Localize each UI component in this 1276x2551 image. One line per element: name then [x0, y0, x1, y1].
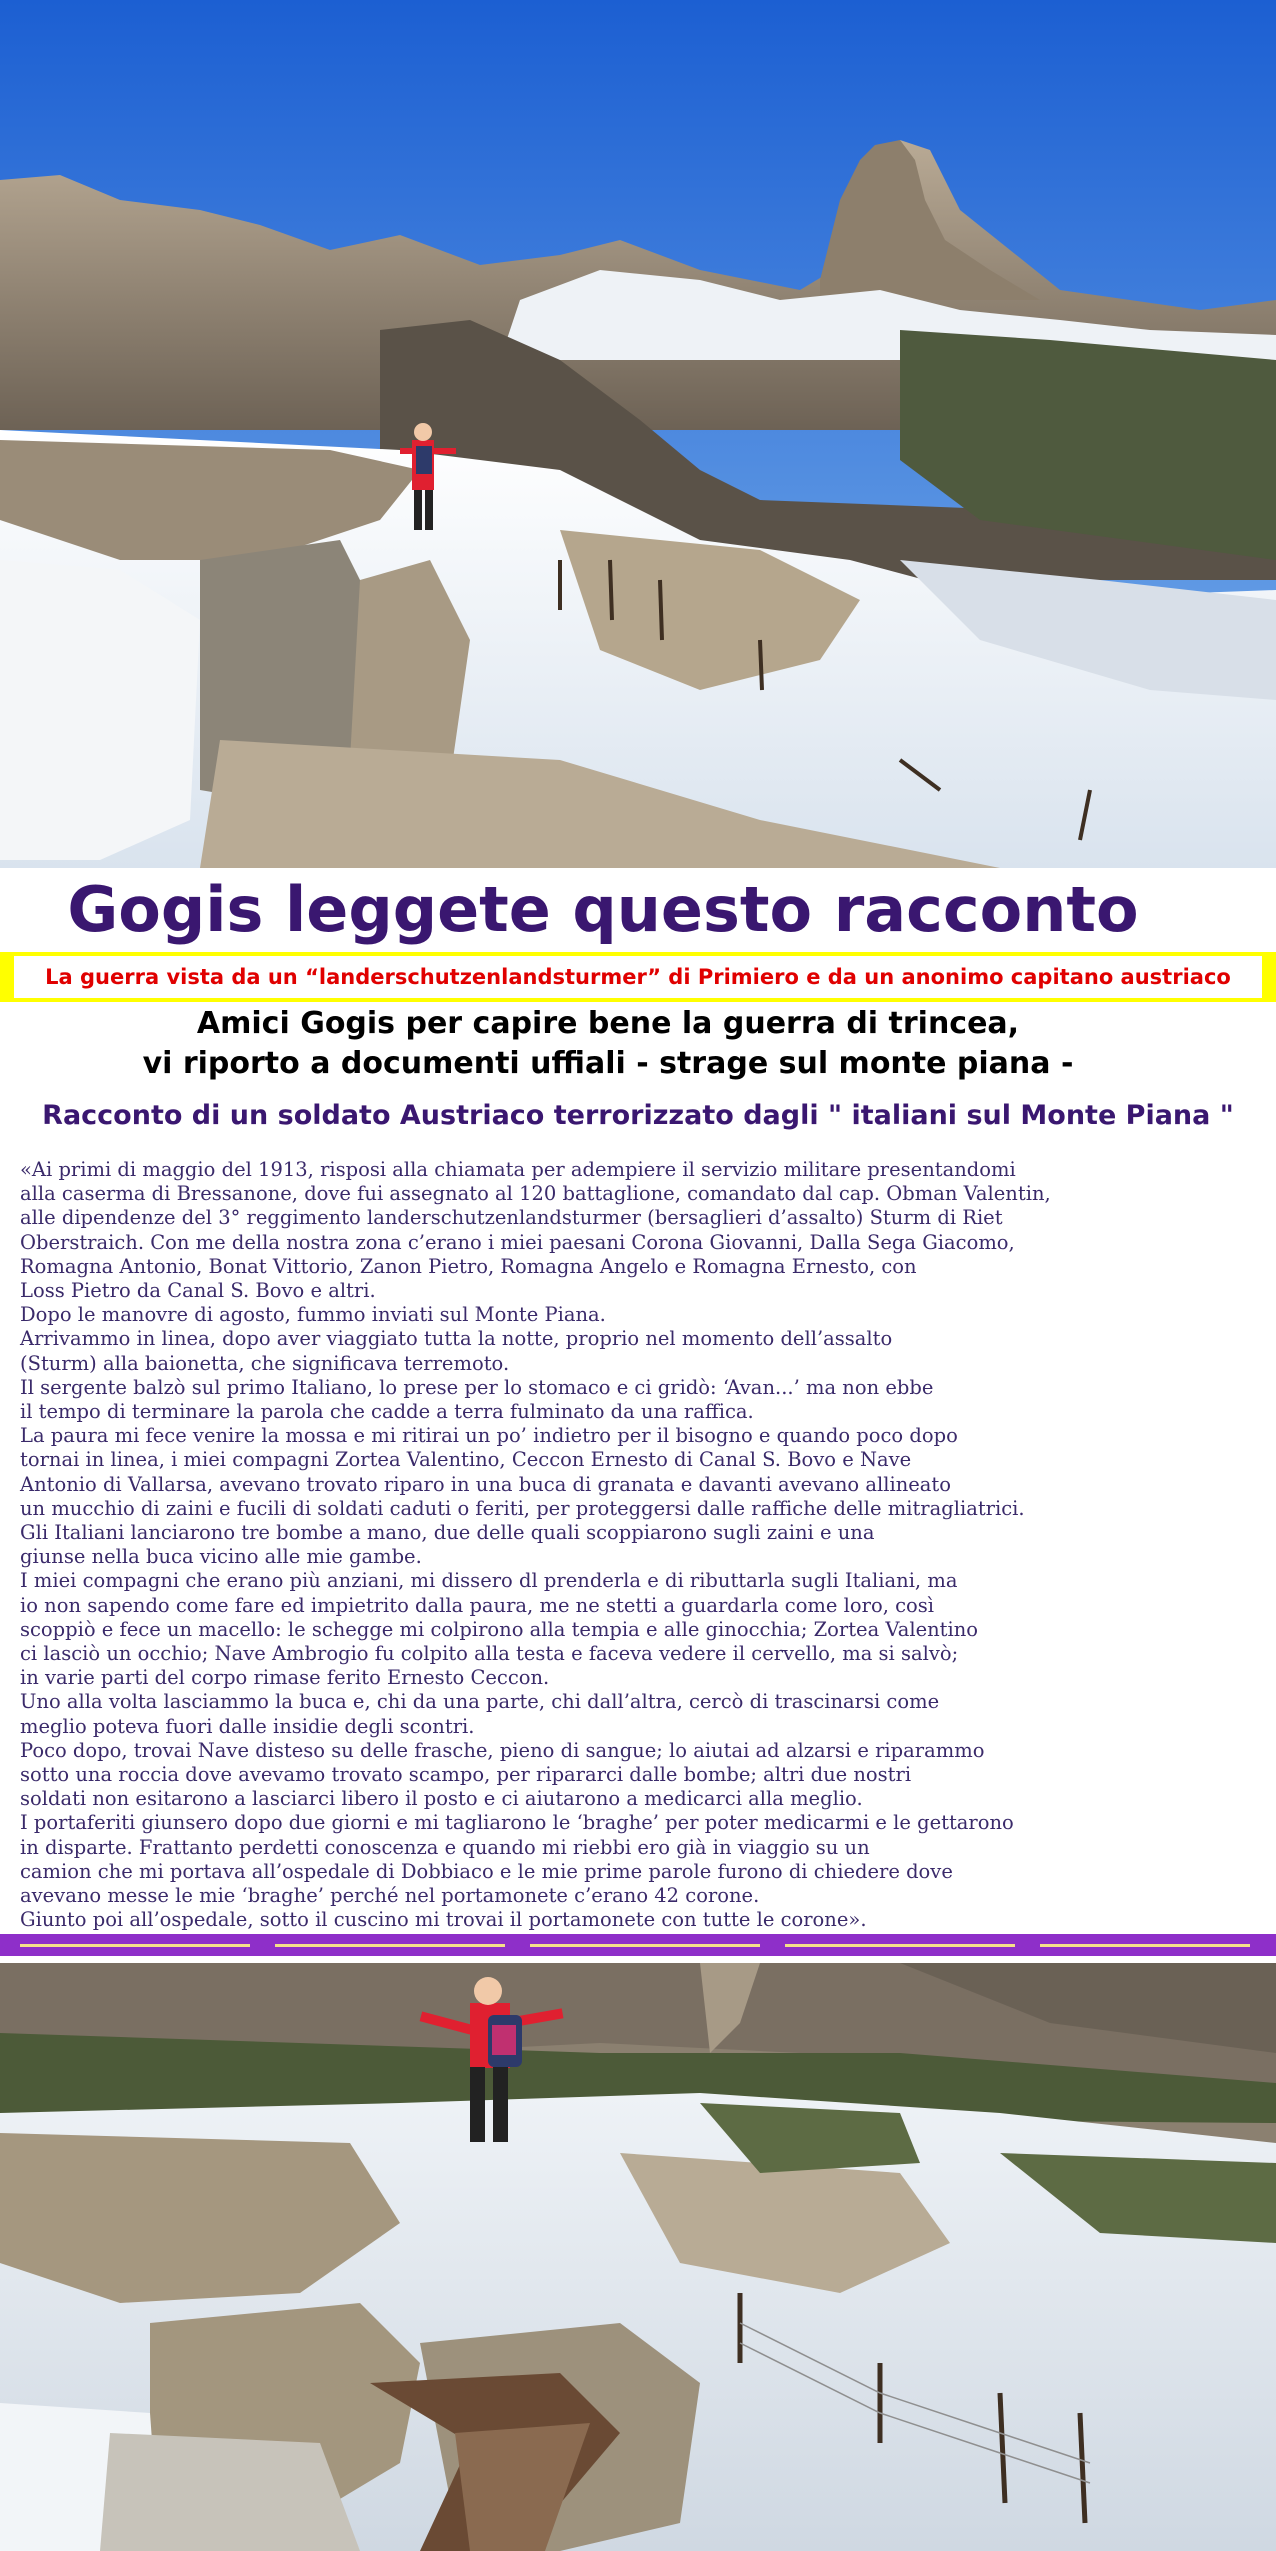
story-line: Loss Pietro da Canal S. Bovo e altri.	[20, 1279, 376, 1303]
story-line: Gli Italiani lanciarono tre bombe a mano, due delle quali scoppiarono sugli zaini e una	[20, 1521, 875, 1545]
section-divider	[0, 1934, 1276, 1956]
story-line: Uno alla volta lasciammo la buca e, chi da una parte, chi dall’altra, cercò di trascinarsi come	[20, 1690, 940, 1714]
story-line: giunse nella buca vicino alle mie gambe.	[20, 1545, 422, 1569]
divider-dash	[275, 1944, 505, 1947]
story-line: «Ai primi di maggio del 1913, risposi alla chiamata per adempiere il servizio militare presentandomi	[20, 1158, 1016, 1181]
story-line: (Sturm) alla baionetta, che significava terremoto.	[20, 1351, 510, 1375]
bottom-trench-photo	[0, 1963, 1276, 2551]
subtitle-line: vi riporto a documenti uffiali - strage sul monte piana -	[142, 1046, 1074, 1081]
story-line: Antonio di Vallarsa, avevano trovato riparo in una buca di granata e davanti avevano allineato	[20, 1472, 951, 1496]
story-line: il tempo di terminare la parola che cadde a terra fulminato da una raffica.	[20, 1400, 754, 1424]
story-line: in disparte. Frattanto perdetti conoscenza e quando mi riebbi ero già in viaggio su un	[20, 1835, 870, 1859]
divider-dash	[20, 1944, 250, 1947]
story-line: alla caserma di Bressanone, dove fui assegnato al 120 battaglione, comandato dal cap. Obman Valentin,	[20, 1182, 1051, 1206]
story-line: Giunto poi all’ospedale, sotto il cuscino mi trovai il portamonete con tutte le corone».	[20, 1908, 867, 1932]
divider-dash	[1040, 1944, 1250, 1947]
story-line: tornai in linea, i miei compagni Zortea Valentino, Ceccon Ernesto di Canal S. Bovo e Nave	[20, 1448, 912, 1472]
story-line: Il sergente balzò sul primo Italiano, lo prese per lo stomaco e ci gridò: ‘Avan...’ ma non ebbe	[20, 1375, 934, 1399]
subtitle	[0, 1004, 1276, 1084]
story-line: I miei compagni che erano più anziani, mi dissero dl prenderla e di ributtarla sugli Italiani, ma	[20, 1569, 958, 1593]
story-line: alle dipendenze del 3° reggimento landerschutzenlandsturmer (bersaglieri d’assalto) Sturm di Riet	[20, 1206, 1003, 1230]
page-title: Gogis leggete questo racconto	[67, 873, 1139, 946]
subtitle-line: Amici Gogis per capire bene la guerra di trincea,	[196, 1006, 1020, 1041]
story-line: sotto una roccia dove avevamo trovato scampo, per ripararci dalle bombe; altri due nostri	[20, 1763, 912, 1787]
story-line: Dopo le manovre di agosto, fummo inviati sul Monte Piana.	[20, 1303, 606, 1327]
story-line: un mucchio di zaini e fucili di soldati caduti o feriti, per proteggersi dalle raffiche delle mitragliatrici.	[20, 1496, 1025, 1520]
story-line: I portaferiti giunsero dopo due giorni e mi tagliarono le ‘braghe’ per poter medicarmi e le gettarono	[20, 1811, 1014, 1835]
divider-dash	[530, 1944, 760, 1947]
story-text	[20, 1158, 1270, 1933]
story-line: Oberstraich. Con me della nostra zona c’erano i miei paesani Corona Giovanni, Dalla Sega Giacomo,	[20, 1230, 1015, 1254]
divider-dash	[785, 1944, 1015, 1947]
trench-walkway-image	[0, 1963, 1276, 2551]
mountain-trench-image	[0, 0, 1276, 868]
story-line: meglio poteva fuori dalle insidie degli scontri.	[20, 1714, 475, 1738]
top-mountain-photo	[0, 0, 1276, 868]
story-line: io non sapendo come fare ed impietrito dalla paura, me ne stetti a guardarla come loro, così	[20, 1593, 935, 1617]
story-line: avevano messe le mie ‘braghe’ perché nel portamonete c’erano 42 corone.	[20, 1884, 760, 1908]
banner-text: La guerra vista da un “landerschutzenlandsturmer” di Primiero e da un anonimo capitano austriaco	[14, 956, 1262, 998]
story-line: scoppiò e fece un macello: le schegge mi colpirono alla tempia e alle ginocchia; Zortea Valentino	[20, 1617, 979, 1641]
story-line: Arrivammo in linea, dopo aver viaggiato tutta la notte, proprio nel momento dell’assalto	[20, 1327, 893, 1351]
banner-frame	[0, 952, 1276, 1002]
story-line: Poco dopo, trovai Nave disteso su delle frasche, pieno di sangue; lo aiutai ad alzarsi e riparammo	[20, 1738, 985, 1762]
story-line: soldati non esitarono a lasciarci libero il posto e ci aiutarono a medicarci alla meglio.	[20, 1787, 863, 1811]
story-heading: Racconto di un soldato Austriaco terrorizzato dagli " italiani sul Monte Piana "	[42, 1100, 1234, 1131]
story-line: La paura mi fece venire la mossa e mi ritirai un po’ indietro per il bisogno e quando poco dopo	[20, 1424, 958, 1448]
story-line: camion che mi portava all’ospedale di Dobbiaco e le mie prime parole furono di chiedere dove	[20, 1859, 953, 1883]
story-line: Romagna Antonio, Bonat Vittorio, Zanon Pietro, Romagna Angelo e Romagna Ernesto, con	[20, 1254, 917, 1278]
story-line: ci lasciò un occhio; Nave Ambrogio fu colpito alla testa e faceva vedere il cervello, ma si salvò;	[20, 1642, 959, 1666]
story-line: in varie parti del corpo rimase ferito Ernesto Ceccon.	[20, 1666, 550, 1690]
